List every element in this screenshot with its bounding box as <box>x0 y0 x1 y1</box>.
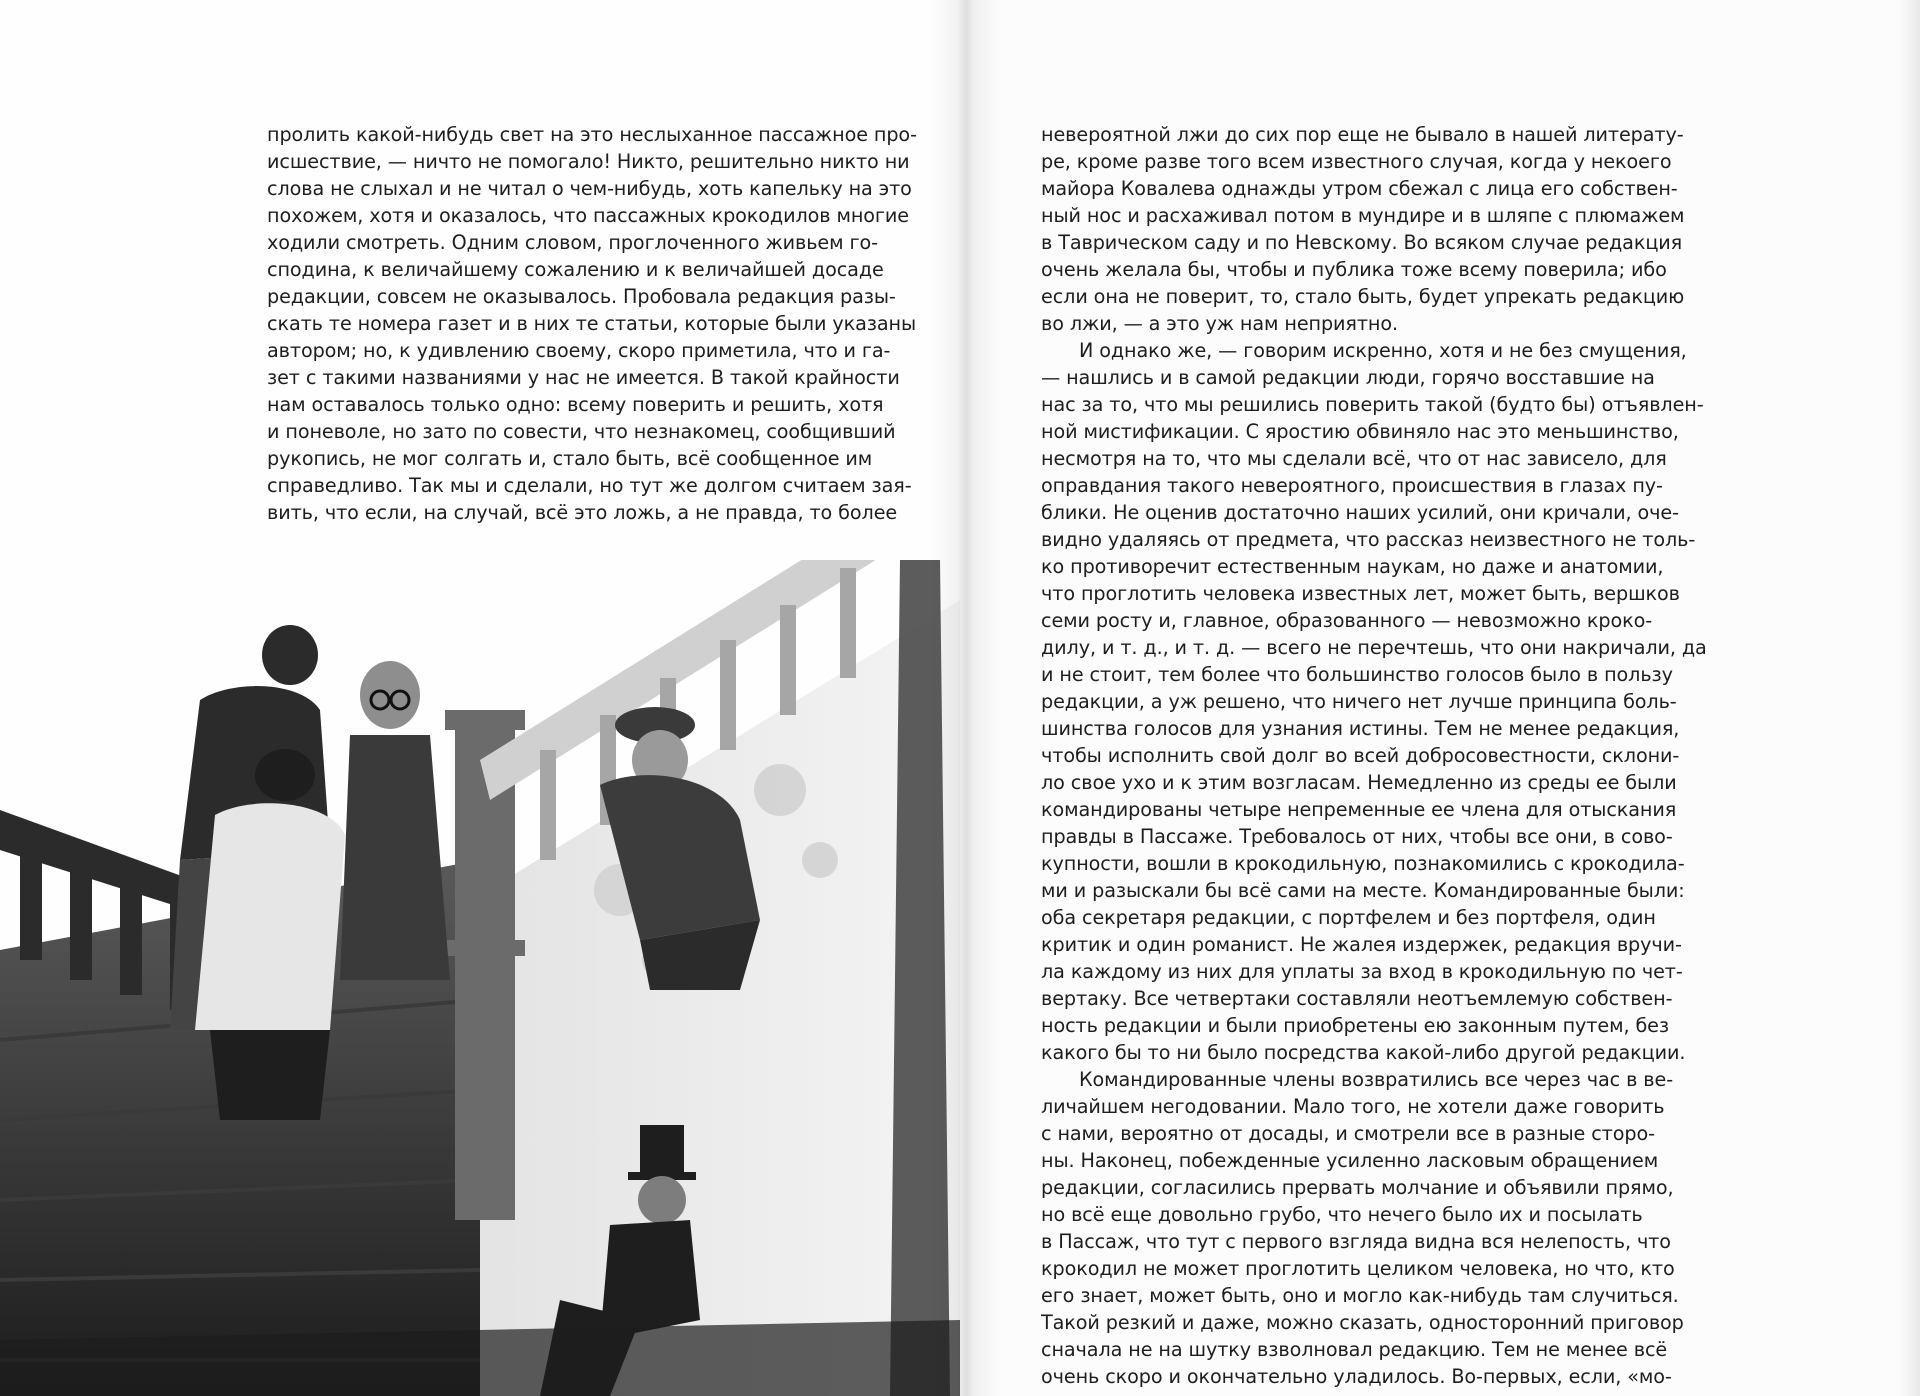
text-line: критик и один романист. Не жалея издержек, редакция вручи- <box>1041 933 1682 956</box>
text-line: сподина, к величайшему сожалению и к величайшей досаде <box>267 258 884 281</box>
text-line: оправдания такого невероятного, происшествия в глазах пу- <box>1041 474 1663 497</box>
text-line: редакции, а уж решено, что ничего нет лучше принципа боль- <box>1041 690 1677 713</box>
text-line: в Таврическом саду и по Невскому. Во всяком случае редакция <box>1041 231 1683 254</box>
text-line: правды в Пассаже. Требовалось от них, чтобы все они, в сово- <box>1041 825 1673 848</box>
text-line: но всё еще довольно грубо, что нечего было их и посылать <box>1041 1203 1643 1226</box>
text-line: видно удаляясь от предмета, что рассказ неизвестного не толь- <box>1041 528 1696 551</box>
text-line: его знает, может быть, оно и могло как-нибудь там случиться. <box>1041 1284 1679 1307</box>
text-line: ность редакции и были приобретены ею законным путем, без <box>1041 1014 1669 1037</box>
text-line: чтобы исполнить свой долг во всей добросовестности, склони- <box>1041 744 1680 767</box>
text-line: и не стоит, тем более что большинство голосов было в пользу <box>1041 663 1673 686</box>
text-line: семи росту и, главное, образованного — невозможно кроко- <box>1041 609 1653 632</box>
text-line: какого бы то ни было посредства какой-либо другой редакции. <box>1041 1041 1686 1064</box>
text-line: слова не слыхал и не читал о чем-нибудь, хоть капельку на это <box>267 177 912 200</box>
text-line: скать те номера газет и в них те статьи, которые были указаны <box>267 312 917 335</box>
text-line: вить, что если, на случай, всё это ложь, а не правда, то более <box>267 501 898 524</box>
right-page-text <box>1041 121 1707 1390</box>
text-line: ходили смотреть. Одним словом, проглоченного живьем го- <box>267 231 878 254</box>
text-line: если она не поверит, то, стало быть, будет упрекать редакцию <box>1041 285 1685 308</box>
text-line: ный нос и расхаживал потом в мундире и в шляпе с плюмажем <box>1041 204 1685 227</box>
background-column <box>890 560 950 1396</box>
text-line: ла каждому из них для уплаты за вход в крокодильную по чет- <box>1041 960 1683 983</box>
text-line: во лжи, — а это уж нам неприятно. <box>1041 312 1399 335</box>
text-line: рукопись, не мог солгать и, стало быть, всё сообщенное им <box>267 447 873 470</box>
text-line: Командированные члены возвратились все через час в ве- <box>1079 1068 1674 1091</box>
text-line: личайшем негодовании. Мало того, не хотели даже говорить <box>1041 1095 1665 1118</box>
left-page-text <box>267 121 917 526</box>
text-line: нам оставалось только одно: всему поверить и решить, хотя <box>267 393 884 416</box>
text-line: командированы четыре непременные ее члена для отыскания <box>1041 798 1677 821</box>
text-line: очень скоро и окончательно уладилось. Во-первых, если, «мо- <box>1041 1365 1672 1388</box>
text-line: невероятной лжи до сих пор еще не бывало в нашей литерату- <box>1041 123 1684 146</box>
text-line: — нашлись и в самой редакции люди, горячо восставшие на <box>1041 366 1655 389</box>
text-line: пролить какой-нибудь свет на это неслыханное пассажное про- <box>267 123 917 146</box>
text-line: шинства голосов для узнания истины. Тем не менее редакция, <box>1041 717 1680 740</box>
text-line: блики. Не оценив достаточно наших усилий, они кричали, оче- <box>1041 501 1679 524</box>
text-line: справедливо. Так мы и сделали, но тут же долгом считаем зая- <box>267 474 912 497</box>
staircase-illustration <box>0 560 960 1396</box>
text-line: ной мистификации. С яростию обвиняло нас это меньшинство, <box>1041 420 1679 443</box>
text-line: сначала не на шутку взволновал редакцию. Тем не менее всё <box>1041 1338 1668 1361</box>
text-line: ми и разыскали бы всё сами на месте. Командированные были: <box>1041 879 1685 902</box>
text-line: ре, кроме разве того всем известного случая, когда у некоего <box>1041 150 1672 173</box>
text-line: дилу, и т. д., и т. д. — всего не перечтешь, что они накричали, да <box>1041 636 1707 659</box>
text-line: вертаку. Все четвертаки составляли неотъемлемую собствен- <box>1041 987 1673 1010</box>
text-line: с нами, вероятно от досады, и смотрели все в разные сторо- <box>1041 1122 1655 1145</box>
text-line: крокодил не может проглотить целиком человека, но что, кто <box>1041 1257 1675 1280</box>
text-line: ко противоречит естественным наукам, но даже и анатомии, <box>1041 555 1664 578</box>
text-line: автором; но, к удивлению своему, скоро приметила, что и га- <box>267 339 891 362</box>
text-line: зет с такими названиями у нас не имеется. В такой крайности <box>267 366 900 389</box>
text-line: очень желала бы, чтобы и публика тоже всему поверила; ибо <box>1041 258 1667 281</box>
text-line: исшествие, — ничто не помогало! Никто, решительно никто ни <box>267 150 910 173</box>
text-line: майора Ковалева однажды утром сбежал с лица его собствен- <box>1041 177 1678 200</box>
text-line: Такой резкий и даже, можно сказать, односторонний приговор <box>1041 1311 1684 1334</box>
text-line: редакции, согласились прервать молчание и объявили прямо, <box>1041 1176 1674 1199</box>
text-line: И однако же, — говорим искренно, хотя и не без смущения, <box>1079 339 1687 362</box>
text-line: редакции, совсем не оказывалось. Пробовала редакция разы- <box>267 285 896 308</box>
text-line: несмотря на то, что мы сделали всё, что от нас зависело, для <box>1041 447 1667 470</box>
right-page <box>960 0 1920 1396</box>
text-line: что проглотить человека известных лет, может быть, вершков <box>1041 582 1680 605</box>
newel-post <box>445 710 525 1220</box>
text-line: в Пассаж, что тут с первого взгляда видна вся нелепость, что <box>1041 1230 1671 1253</box>
text-line: ны. Наконец, побежденные усиленно ласковым обращением <box>1041 1149 1659 1172</box>
text-line: и поневоле, но зато по совести, что незнакомец, сообщивший <box>267 420 896 443</box>
text-line: похожем, хотя и оказалось, что пассажных крокодилов многие <box>267 204 909 227</box>
text-line: оба секретаря редакции, с портфелем и без портфеля, один <box>1041 906 1656 929</box>
text-line: нас за то, что мы решились поверить такой (будто бы) отъявлен- <box>1041 393 1704 416</box>
figure-gentleman-glasses <box>340 661 450 980</box>
text-line: ло свое ухо и к этим возгласам. Немедленно из среды ее были <box>1041 771 1677 794</box>
page-edge-shadow <box>1898 0 1920 1396</box>
text-line: купности, вошли в крокодильную, познакомились с крокодила- <box>1041 852 1685 875</box>
